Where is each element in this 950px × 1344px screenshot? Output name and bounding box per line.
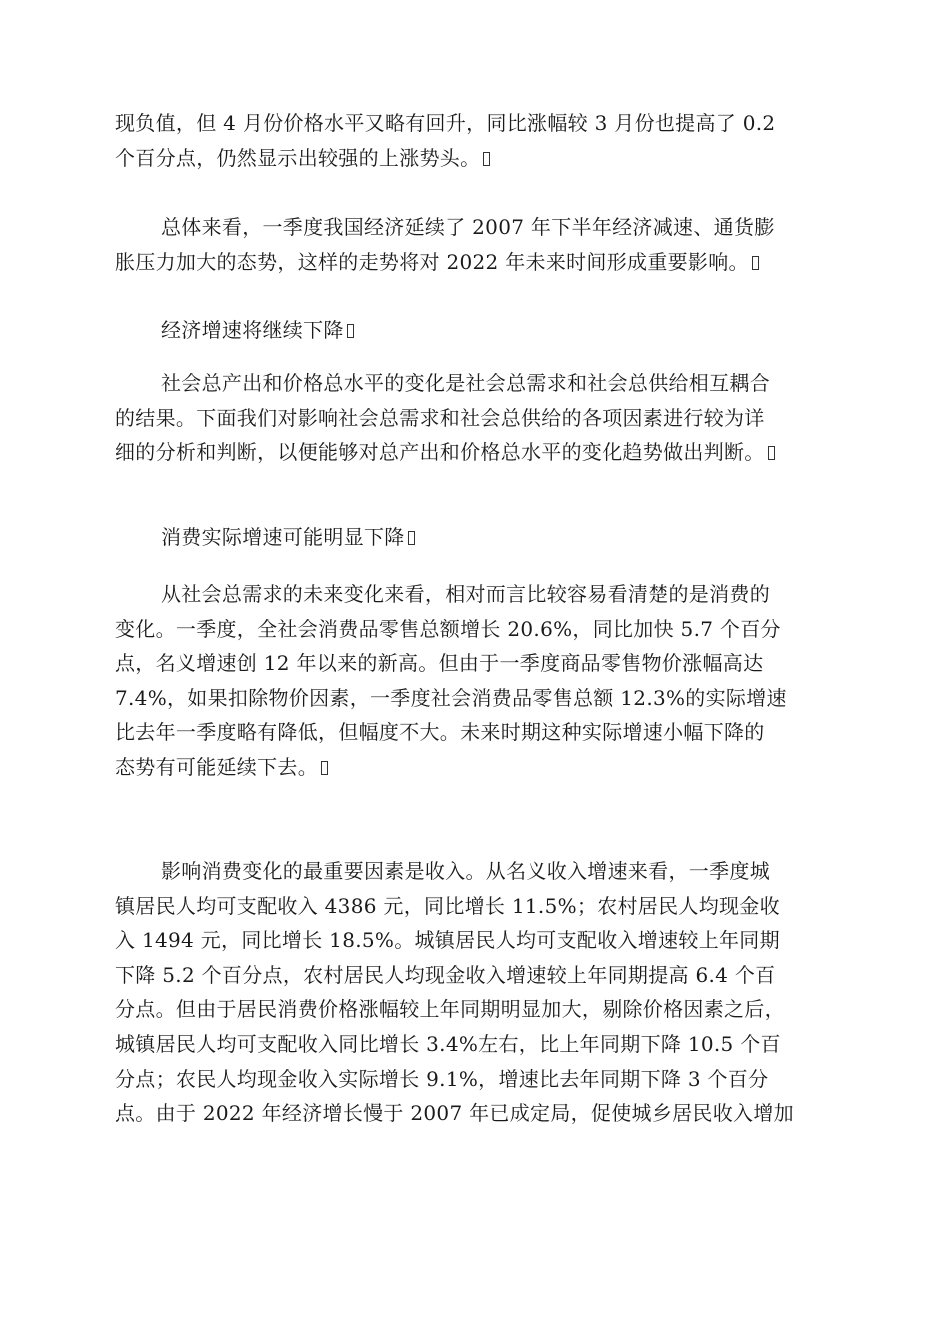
text-line: 比去年一季度略有降低，但幅度不大。未来时期这种实际增速小幅下降的 (115, 720, 765, 745)
paragraph-income-factors (115, 854, 835, 1131)
text-line: 从社会总需求的未来变化来看，相对而言比较容易看清楚的是消费的 (161, 582, 770, 606)
paragraph-mark-icon (768, 446, 775, 460)
text-line: 态势有可能延续下去。 (115, 750, 835, 785)
paragraph-mark-icon (321, 761, 328, 775)
text-line: 镇居民人均可支配收入 4386 元，同比增长 11.5%；农村居民人均现金收 (115, 893, 780, 918)
paragraph-mark-icon (752, 256, 759, 270)
paragraph-mark-icon (347, 324, 354, 338)
paragraph-consumption-change (115, 577, 835, 785)
text-line: 下降 5.2 个百分点，农村居民人均现金收入增速较上年同期提高 6.4 个百 (115, 962, 776, 987)
text-line: 影响消费变化的最重要因素是收入。从名义收入增速来看，一季度城 (161, 859, 770, 883)
paragraph-overall-view (115, 210, 835, 279)
paragraph-supply-demand (115, 366, 835, 470)
text-line: 细的分析和判断，以便能够对总产出和价格总水平的变化趋势做出判断。 (115, 435, 835, 470)
text-line: 总体来看，一季度我国经济延续了 2007 年下半年经济减速、通货膨 (161, 215, 775, 239)
paragraph-mark-icon (408, 531, 415, 545)
text-line: 消费实际增速可能明显下降 (115, 520, 835, 555)
paragraph-price-trend (115, 106, 835, 175)
text-line: 城镇居民人均可支配收入同比增长 3.4%左右，比上年同期下降 10.5 个百 (115, 1031, 781, 1056)
text-line: 入 1494 元，同比增长 18.5%。城镇居民人均可支配收入增速较上年同期 (115, 928, 780, 953)
text-line: 经济增速将继续下降 (115, 313, 835, 348)
text-line: 变化。一季度，全社会消费品零售总额增长 20.6%，同比加快 5.7 个百分 (115, 616, 781, 641)
text-line: 点。由于 2022 年经济增长慢于 2007 年已成定局，促使城乡居民收入增加 (115, 1101, 794, 1126)
text-line: 的结果。下面我们对影响社会总需求和社会总供给的各项因素进行较为详 (115, 405, 765, 430)
heading-consumption-decline (115, 520, 835, 555)
text-line: 7.4%，如果扣除物价因素，一季度社会消费品零售总额 12.3%的实际增速 (115, 685, 787, 710)
text-line: 点，名义增速创 12 年以来的新高。但由于一季度商品零售物价涨幅高达 (115, 651, 764, 676)
text-line: 现负值，但 4 月份价格水平又略有回升，同比涨幅较 3 月份也提高了 0.2 (115, 111, 776, 135)
heading-growth-decline (115, 313, 835, 348)
paragraph-mark-icon (483, 152, 490, 166)
text-line: 胀压力加大的态势，这样的走势将对 2022 年未来时间形成重要影响。 (115, 245, 835, 280)
text-line: 分点；农民人均现金收入实际增长 9.1%，增速比去年同期下降 3 个百分 (115, 1066, 769, 1091)
text-line: 分点。但由于居民消费价格涨幅较上年同期明显加大，剔除价格因素之后， (115, 997, 785, 1022)
text-line: 个百分点，仍然显示出较强的上涨势头。 (115, 141, 835, 176)
text-line: 社会总产出和价格总水平的变化是社会总需求和社会总供给相互耦合 (161, 371, 770, 395)
